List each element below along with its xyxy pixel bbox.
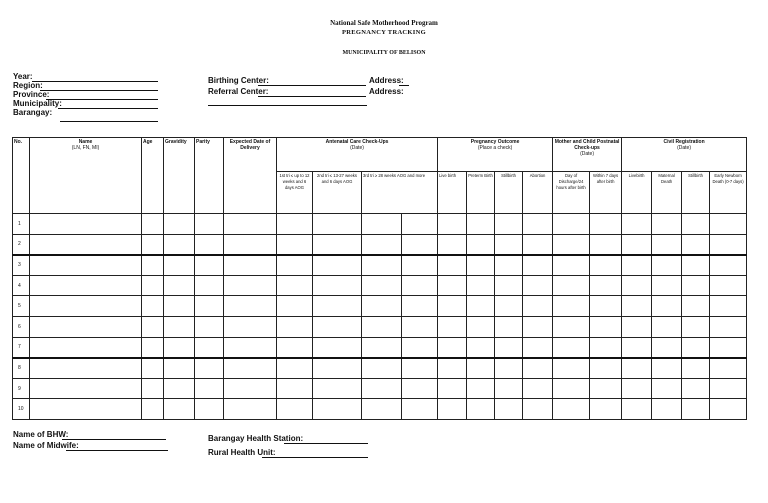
table-cell[interactable] [438,234,467,255]
table-cell[interactable] [652,296,682,317]
table-cell[interactable] [652,358,682,379]
address-1-label: Address: [369,76,404,85]
table-cell[interactable] [30,337,142,358]
outcome-abortion: Abortion [523,172,553,214]
table-cell[interactable] [30,234,142,255]
civil-stillbirth: Stillbirth [682,172,710,214]
table-cell[interactable] [590,316,622,337]
table-cell[interactable] [313,337,362,358]
midwife-label: Name of Midwife: [13,441,79,450]
col-parity: Parity [195,138,224,214]
table-cell[interactable] [402,234,438,255]
col-name [30,138,142,214]
table-cell[interactable] [495,296,523,317]
table-cell[interactable] [438,214,467,235]
bhs-label: Barangay Health Station: [208,434,304,443]
col-no: No. [13,138,30,214]
table-cell[interactable] [438,296,467,317]
table-row [13,337,747,358]
table-cell[interactable] [523,358,553,379]
table-cell[interactable] [164,234,195,255]
rhu-label: Rural Health Unit: [208,448,276,457]
outcome-sub: (Place a check) [477,145,513,151]
municipality-title: MUNICIPALITY OF BELISON [342,50,426,56]
table-cell[interactable] [362,255,402,276]
table-cell[interactable] [402,358,438,379]
table-cell[interactable] [164,296,195,317]
table-cell[interactable] [590,275,622,296]
table-cell[interactable] [195,214,224,235]
table-cell[interactable] [224,255,277,276]
table-row [13,358,747,379]
table-cell[interactable] [553,234,590,255]
barangay-label: Barangay: [13,108,53,117]
table-cell[interactable] [467,378,495,399]
table-cell[interactable] [402,316,438,337]
bhw-line[interactable] [62,439,166,440]
table-cell[interactable] [682,275,710,296]
table-cell[interactable] [590,234,622,255]
table-row [13,296,747,317]
table-cell[interactable] [710,378,747,399]
table-cell[interactable] [710,337,747,358]
anc-3rd-tri: 3rd tri ≥ 28 weeks AOG and more [362,172,438,214]
civil-early-newborn-death: Early Newborn Death (0-7 days) [710,172,747,214]
anc-1st-tri: 1st tri ≤ up to 12 weeks and 6 days AOG [277,172,313,214]
table-cell[interactable] [590,378,622,399]
table-row [13,399,747,420]
table-cell[interactable] [142,316,164,337]
table-row [13,234,747,255]
table-cell[interactable] [277,316,313,337]
table-cell[interactable] [224,337,277,358]
table-row [13,214,747,235]
form-title: PREGNANCY TRACKING [342,29,426,36]
table-cell[interactable] [164,255,195,276]
table-cell[interactable] [495,378,523,399]
table-cell[interactable] [652,234,682,255]
table-cell[interactable] [622,337,652,358]
outcome-live-birth: Live birth [438,172,467,214]
table-cell[interactable] [553,399,590,420]
col-edd: Expected Date of Delivery [224,138,277,214]
address-1-line[interactable] [399,85,409,86]
table-cell[interactable] [652,337,682,358]
table-cell[interactable] [362,296,402,317]
table-cell[interactable] [682,296,710,317]
table-cell[interactable] [523,316,553,337]
row-number: 1 [13,214,30,235]
table-cell[interactable] [467,214,495,235]
table-cell[interactable] [710,234,747,255]
table-cell[interactable] [277,399,313,420]
postnatal-sub: (Date) [580,151,595,157]
table-cell[interactable] [142,214,164,235]
table-cell[interactable] [590,255,622,276]
table-cell[interactable] [553,337,590,358]
table-cell[interactable] [652,214,682,235]
table-cell[interactable] [313,234,362,255]
table-cell[interactable] [622,378,652,399]
table-cell[interactable] [652,316,682,337]
table-cell[interactable] [164,275,195,296]
table-cell[interactable] [277,358,313,379]
table-cell[interactable] [142,358,164,379]
table-cell[interactable] [682,316,710,337]
table-cell[interactable] [164,316,195,337]
anc-title: Antenatal Care Check-Ups [325,139,389,145]
outcome-title: Pregnancy Outcome [470,139,520,145]
table-cell[interactable] [438,316,467,337]
table-cell[interactable] [224,378,277,399]
table-cell[interactable] [30,316,142,337]
table-cell[interactable] [277,275,313,296]
col-name-title: Name [78,139,93,145]
table-cell[interactable] [402,255,438,276]
row-number: 3 [13,255,30,276]
table-cell[interactable] [523,337,553,358]
table-cell[interactable] [438,378,467,399]
table-cell[interactable] [30,296,142,317]
table-cell[interactable] [224,214,277,235]
table-cell[interactable] [402,214,438,235]
table-cell[interactable] [682,214,710,235]
table-cell[interactable] [195,316,224,337]
table-cell[interactable] [164,214,195,235]
table-cell[interactable] [495,275,523,296]
table-cell[interactable] [277,214,313,235]
table-cell[interactable] [362,399,402,420]
table-cell[interactable] [362,358,402,379]
table-cell[interactable] [224,234,277,255]
table-cell[interactable] [164,358,195,379]
table-cell[interactable] [553,378,590,399]
table-cell[interactable] [682,358,710,379]
postnatal-discharge: Day of Discharge/24 hours after birth [553,172,590,214]
col-age: Age [142,138,164,214]
table-cell[interactable] [142,399,164,420]
table-cell[interactable] [467,275,495,296]
row-number: 7 [13,337,30,358]
table-cell[interactable] [30,378,142,399]
table-cell[interactable] [652,399,682,420]
table-cell[interactable] [142,378,164,399]
table-cell[interactable] [438,255,467,276]
barangay-line[interactable] [60,121,158,122]
table-cell[interactable] [553,214,590,235]
table-cell[interactable] [553,358,590,379]
table-cell[interactable] [224,399,277,420]
table-cell[interactable] [30,275,142,296]
anc-sub: (Date) [350,145,364,151]
table-cell[interactable] [277,378,313,399]
table-cell[interactable] [402,399,438,420]
table-cell[interactable] [590,337,622,358]
extra-line[interactable] [208,105,367,106]
table-cell[interactable] [313,316,362,337]
row-number: 5 [13,296,30,317]
civil-title: Civil Registration [663,139,705,145]
col-gravidity: Gravidity [164,138,195,214]
table-cell[interactable] [495,214,523,235]
table-cell[interactable] [467,337,495,358]
table-cell[interactable] [710,399,747,420]
row-number: 8 [13,358,30,379]
table-cell[interactable] [467,316,495,337]
table-cell[interactable] [652,275,682,296]
row-number: 4 [13,275,30,296]
birthing-center-label: Birthing Center: [208,76,269,85]
row-number: 10 [13,399,30,420]
table-cell[interactable] [277,337,313,358]
table-row [13,275,747,296]
table-cell[interactable] [622,399,652,420]
table-cell[interactable] [362,316,402,337]
table-cell[interactable] [142,275,164,296]
table-cell[interactable] [142,337,164,358]
table-cell[interactable] [682,255,710,276]
referral-center-line[interactable] [258,96,366,97]
table-cell[interactable] [362,234,402,255]
table-cell[interactable] [30,358,142,379]
table-cell[interactable] [467,255,495,276]
row-number: 2 [13,234,30,255]
table-cell[interactable] [467,358,495,379]
table-row [13,378,747,399]
table-cell[interactable] [523,255,553,276]
row-number: 6 [13,316,30,337]
year-label: Year: [13,72,33,81]
table-cell[interactable] [30,399,142,420]
table-cell[interactable] [495,234,523,255]
year-line[interactable] [32,81,158,82]
table-cell[interactable] [495,337,523,358]
region-line[interactable] [40,90,158,91]
table-cell[interactable] [622,275,652,296]
row-number: 9 [13,378,30,399]
table-cell[interactable] [523,378,553,399]
bhs-line[interactable] [284,443,368,444]
table-row [13,316,747,337]
table-cell[interactable] [652,378,682,399]
birthing-center-line[interactable] [258,85,366,86]
table-cell[interactable] [553,296,590,317]
program-title: National Safe Motherhood Program [330,19,438,27]
table-cell[interactable] [523,296,553,317]
address-2-label: Address: [369,87,404,96]
table-cell[interactable] [195,378,224,399]
col-postnatal [553,138,622,172]
referral-center-label: Referral Center: [208,87,269,96]
table-cell[interactable] [710,296,747,317]
table-cell[interactable] [495,399,523,420]
table-cell[interactable] [622,316,652,337]
col-anc [277,138,438,172]
table-cell[interactable] [142,296,164,317]
table-cell[interactable] [523,214,553,235]
civil-sub: (Date) [677,145,692,151]
table-cell[interactable] [438,358,467,379]
table-cell[interactable] [682,378,710,399]
table-cell[interactable] [402,296,438,317]
table-cell[interactable] [142,255,164,276]
table-cell[interactable] [362,337,402,358]
table-cell[interactable] [682,399,710,420]
postnatal-title: Mother and Child Postnatal Check-ups [554,139,620,151]
province-line[interactable] [46,99,158,100]
province-label: Province: [13,90,50,99]
table-cell[interactable] [553,255,590,276]
table-cell[interactable] [710,316,747,337]
table-cell[interactable] [164,378,195,399]
table-cell[interactable] [622,214,652,235]
table-cell[interactable] [682,337,710,358]
table-cell[interactable] [30,255,142,276]
bhw-label: Name of BHW: [13,430,69,439]
postnatal-7-days: Within 7 days after birth [590,172,622,214]
table-cell[interactable] [30,214,142,235]
table-cell[interactable] [277,296,313,317]
table-cell[interactable] [224,296,277,317]
table-cell[interactable] [622,234,652,255]
table-cell[interactable] [313,214,362,235]
outcome-stillbirth: Stillbirth [495,172,523,214]
table-cell[interactable] [195,234,224,255]
table-cell[interactable] [313,358,362,379]
table-cell[interactable] [467,399,495,420]
table-cell[interactable] [590,296,622,317]
col-outcome [438,138,553,172]
table-cell[interactable] [195,399,224,420]
table-cell[interactable] [224,358,277,379]
table-cell[interactable] [277,255,313,276]
midwife-line[interactable] [66,450,168,451]
table-cell[interactable] [164,399,195,420]
table-cell[interactable] [313,275,362,296]
municipality-label: Municipality: [13,99,62,108]
table-cell[interactable] [523,275,553,296]
table-cell[interactable] [313,296,362,317]
table-cell[interactable] [402,337,438,358]
table-cell[interactable] [710,275,747,296]
col-name-sub: (LN, FN, MI) [71,145,100,151]
anc-2nd-tri: 2nd tri ≤ 13-27 weeks and 6 days AOG [313,172,362,214]
table-cell[interactable] [495,255,523,276]
table-cell[interactable] [224,316,277,337]
table-cell[interactable] [652,255,682,276]
table-cell[interactable] [467,296,495,317]
table-cell[interactable] [195,296,224,317]
region-label: Region: [13,81,43,90]
table-cell[interactable] [590,399,622,420]
table-cell[interactable] [622,255,652,276]
table-cell[interactable] [438,399,467,420]
table-cell[interactable] [682,234,710,255]
table-cell[interactable] [438,337,467,358]
table-cell[interactable] [523,234,553,255]
civil-livebirth: Livebirth [622,172,652,214]
table-cell[interactable] [195,275,224,296]
municipality-line[interactable] [58,108,158,109]
table-cell[interactable] [622,296,652,317]
table-cell[interactable] [195,358,224,379]
table-cell[interactable] [523,399,553,420]
table-cell[interactable] [590,214,622,235]
table-cell[interactable] [313,255,362,276]
table-cell[interactable] [622,358,652,379]
rhu-line[interactable] [262,457,368,458]
table-cell[interactable] [142,234,164,255]
table-cell[interactable] [710,358,747,379]
table-row [13,255,747,276]
table-cell[interactable] [313,378,362,399]
table-cell[interactable] [710,214,747,235]
table-cell[interactable] [402,275,438,296]
table-cell[interactable] [362,214,402,235]
table-cell[interactable] [438,275,467,296]
table-cell[interactable] [164,337,195,358]
table-cell[interactable] [362,275,402,296]
pregnancy-tracking-table [12,137,747,420]
table-cell[interactable] [710,255,747,276]
table-cell[interactable] [553,275,590,296]
table-cell[interactable] [277,234,313,255]
table-cell[interactable] [495,316,523,337]
table-cell[interactable] [362,378,402,399]
table-cell[interactable] [402,378,438,399]
civil-maternal-death: Maternal Death [652,172,682,214]
col-civil [622,138,747,172]
table-cell[interactable] [495,358,523,379]
table-cell[interactable] [467,234,495,255]
table-cell[interactable] [195,337,224,358]
table-cell[interactable] [224,275,277,296]
table-cell[interactable] [590,358,622,379]
table-cell[interactable] [313,399,362,420]
table-cell[interactable] [553,316,590,337]
table-cell[interactable] [195,255,224,276]
outcome-preterm: Preterm Birth [467,172,495,214]
